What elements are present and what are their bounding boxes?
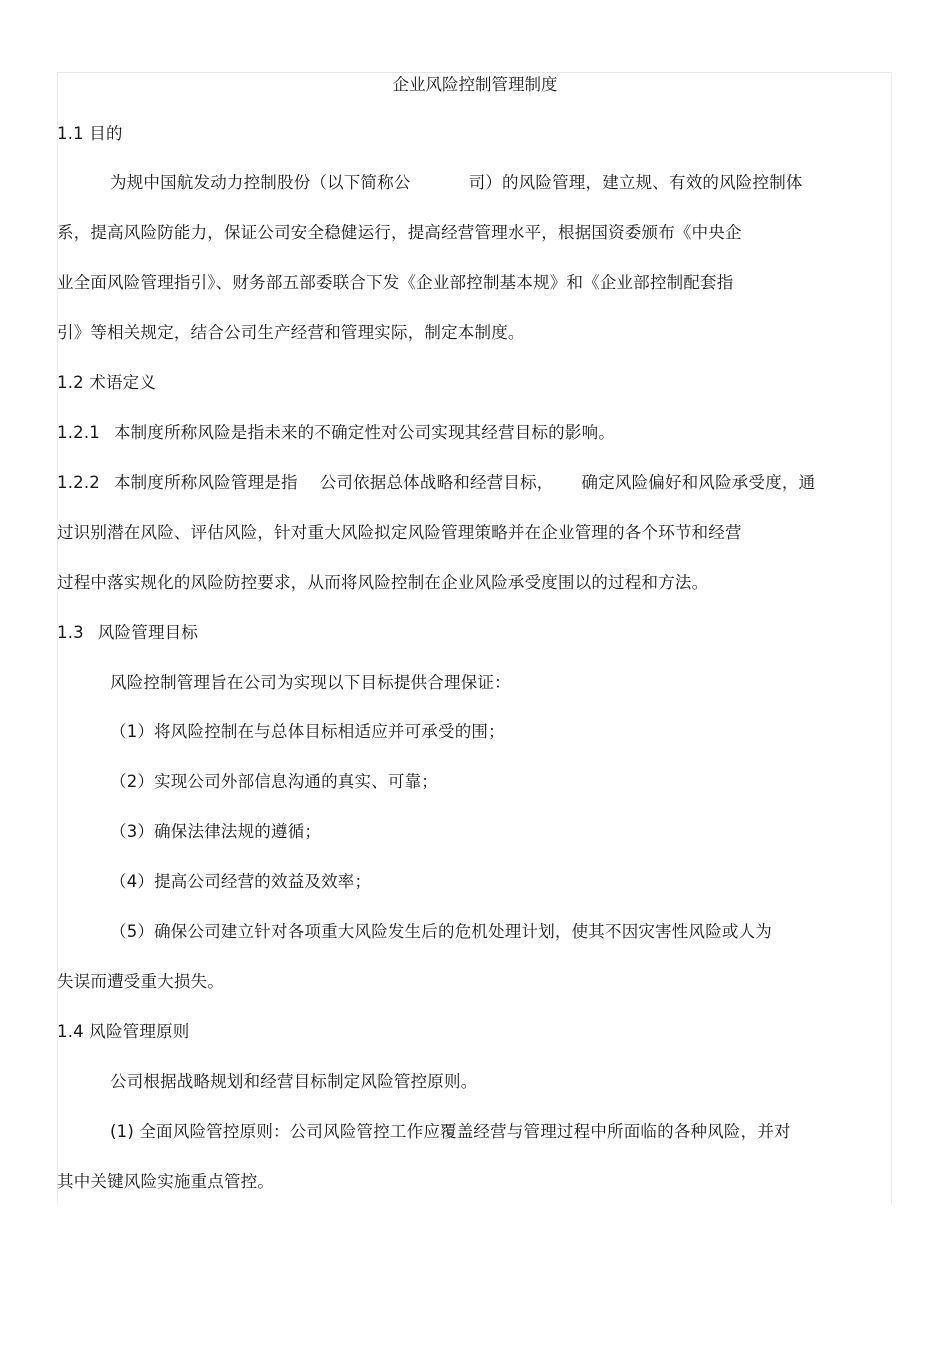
section-1-2-2-line1 bbox=[57, 472, 815, 494]
section-1-1-para-line2: 系，提高风险防能力，保证公司安全稳健运行，提高经营管理水平，根据国资委颁布《中央企 bbox=[57, 223, 742, 242]
section-1-2-heading: 1.2 术语定义 bbox=[57, 373, 157, 392]
document-title: 企业风险控制管理制度 bbox=[392, 75, 558, 94]
section-1-2-2-text-a: 本制度所称风险管理是指 bbox=[113, 473, 298, 492]
goal-4: （4）提高公司经营的效益及效率； bbox=[110, 872, 372, 891]
section-1-2-1-line bbox=[57, 422, 615, 444]
section-1-2-2-number: 1.2.2 bbox=[57, 473, 100, 492]
goal-5-line1: （5）确保公司建立针对各项重大风险发生后的危机处理计划，使其不因灾害性风险或人为 bbox=[110, 922, 772, 941]
section-1-2-2-text-b: 公司依据总体战略和经营目标， bbox=[319, 473, 554, 492]
section-1-3-title: 风险管理目标 bbox=[97, 623, 199, 642]
section-1-1-heading: 1.1 目的 bbox=[57, 124, 123, 143]
section-1-1-para-line3: 业全面风险管理指引》、财务部五部委联合下发《企业部控制基本规》和《企业部控制配套指 bbox=[57, 273, 734, 292]
section-1-1-para-line1 bbox=[110, 172, 803, 194]
goal-5-line2: 失误而遭受重大损失。 bbox=[57, 972, 224, 991]
goal-1: （1）将风险控制在与总体目标相适应并可承受的围； bbox=[110, 722, 505, 741]
goal-3: （3）确保法律法规的遵循； bbox=[110, 822, 322, 841]
principle-1-line1: (1) 全面风险管控原则：公司风险管控工作应覆盖经营与管理过程中所面临的各种风险，并对 bbox=[110, 1122, 791, 1141]
section-1-4-heading: 1.4 风险管理原则 bbox=[57, 1022, 190, 1041]
section-1-3-heading bbox=[57, 622, 198, 644]
section-1-2-2-text-c: 确定风险偏好和风险承受度，通 bbox=[581, 473, 816, 492]
section-1-1-para-line4: 引》等相关规定，结合公司生产经营和管理实际，制定本制度。 bbox=[57, 323, 525, 342]
goal-2: （2）实现公司外部信息沟通的真实、可靠； bbox=[110, 772, 438, 791]
section-1-2-2-line2: 过识别潜在风险、评估风险，针对重大风险拟定风险管理策略并在企业管理的各个环节和经营 bbox=[57, 523, 742, 542]
principle-1-line2: 其中关键风险实施重点管控。 bbox=[57, 1172, 275, 1191]
section-1-2-2-line3: 过程中落实规化的风险防控要求，从而将风险控制在企业风险承受度围以的过程和方法。 bbox=[57, 573, 709, 592]
section-1-4-intro: 公司根据战略规划和经营目标制定风险管控原则。 bbox=[110, 1072, 478, 1091]
section-1-2-1-number: 1.2.1 bbox=[57, 423, 100, 442]
section-1-3-intro: 风险控制管理旨在公司为实现以下目标提供合理保证： bbox=[110, 673, 511, 692]
section-1-2-1-text: 本制度所称风险是指未来的不确定性对公司实现其经营目标的影响。 bbox=[113, 423, 615, 442]
section-1-1-para-line1-a: 为规中国航发动力控制股份（以下简称公 bbox=[110, 173, 411, 192]
section-1-1-para-line1-b: 司）的风险管理，建立规、有效的风险控制体 bbox=[468, 173, 803, 192]
section-1-3-number: 1.3 bbox=[57, 623, 84, 642]
